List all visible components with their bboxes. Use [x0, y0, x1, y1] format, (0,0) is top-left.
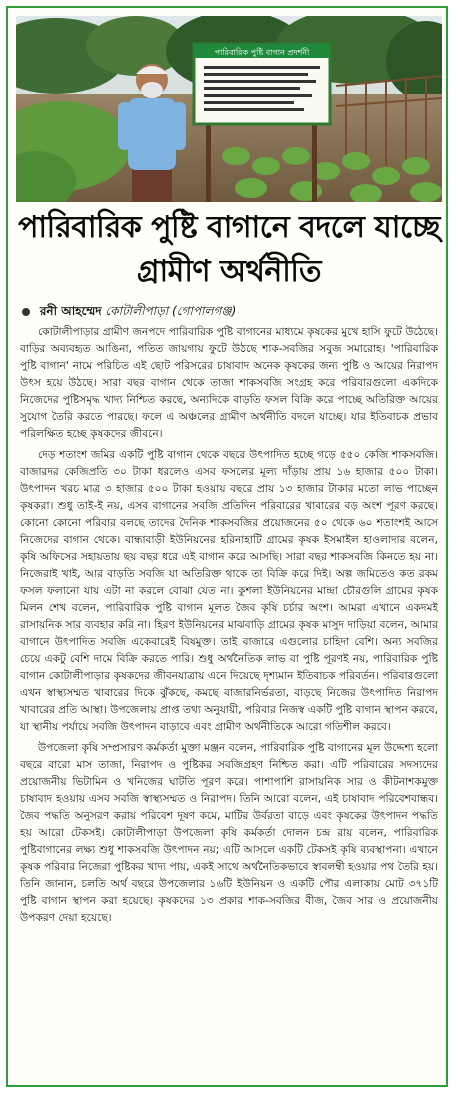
bullet-icon	[22, 308, 30, 316]
byline	[22, 302, 442, 320]
article-paragraph-3: উপজেলা কৃষি সম্প্রসারণ কর্মকর্তা মুক্তা মঞ্জন বলেন, পারিবারিক পুষ্টি বাগানের মূল উদ্দেশ্য হলো বছরে বারো মাস তাজা, নিরাপদ ও পুষ্টিকর সবজিগ্রহণ নিশ্চিত করা। এটি পরিবারের সদস্যদের প্রয়োজনীয় ভিটামিন ও খনিজের ঘাটতি পূরণ করে। পাশাপাশি রাসায়নিক সার ও কীটনাশকমুক্ত চাষাবাদ হওয়ায় এসব সবজি স্বাস্থ্যসম্মত ও নিরাপদ। তিনি আরো বলেন, এই চাষাবাদ পরিবেশবান্ধব। জৈব পদ্ধতি অনুসরণ করায় পরিবেশ দূষণ কমে, মাটির উর্বরতা বাড়ে এবং কৃষকের উৎপাদন পদ্ধতি হয় আরো টেকসই। কোটালীপাড়া উপজেলা কৃষি কর্মকর্তা দোলন চন্দ্র রায় বলেন, পারিবারিক পুষ্টিবাগানের লক্ষ্য শুধু শাকসবজি উৎপাদন নয়; এটি আসলে একটি টেকসই কৃষি ব্যবস্থাপনা। এখানে কৃষক পরিবার নিজেরা পুষ্টিকর খাদ্য পায়, একই সাথে অর্থনৈতিকভাবে স্বাবলম্বী হওয়ার পথ তৈরি হয়। তিনি জানান, চলতি অর্থ বছরে উপজেলার ১৬টি ইউনিয়ন ও একটি পৌর এলাকায় মোট ৩৭১টি পুষ্টি বাগান স্থাপন করা হয়েছে। কৃষকদের ১৩ প্রকার শাক-সবজির বীজ, জৈব সার ও প্রয়োজনীয় উপকরণ দেয়া হয়েছে।	[20, 742, 438, 924]
article-paragraph-1: কোটালীপাড়ার গ্রামীণ জনপদে পারিবারিক পুষ্টি বাগানের মাধ্যমে কৃষকের মুখে হাসি ফুটে উঠেছে। বাড়ির অব্যবহৃত আঙিনা, পতিত জায়গায় ফুটে উঠছে শাক-সবজির সবুজ সমারোহ। 'পারিবারিক পুষ্টি বাগান' নামে পরিচিত এই ছোট পরিসরের চাষাবাদ অনেক কৃষকের জন্য পুষ্টি ও আয়ের নিরাপদ উৎস হয়ে উঠছে। সারা বছর বাগান থেকে তাজা শাকসবজি সংগ্রহ করে পরিবারগুলো একদিকে নিজেদের পুষ্টিসমৃদ্ধ খাদ্য নিশ্চিত করছে, অন্যদিকে বাড়তি ফসল বিক্রি করে পাচ্ছে অতিরিক্ত আয়ের সুযোগ তৈরি করতে পারছে। ফলে এ অঞ্চলের গ্রামীণ অর্থনীতি বদলে যাচ্ছে। যার ইতিবাচক প্রভাব পরিলক্ষিত হচ্ছে কৃষকদের জীবনে।	[20, 326, 438, 440]
headline: পারিবারিক পুষ্টি বাগানে বদলে যাচ্ছে গ্রামীণ অর্থনীতি	[18, 210, 440, 289]
signboard-title: পারিবারিক পুষ্টি বাগান প্রদর্শনী	[214, 48, 310, 57]
article-body	[20, 324, 438, 1084]
byline-location: কোটালীপাড়া (গোপালগঞ্জ)	[105, 304, 237, 318]
article-photo	[16, 16, 442, 202]
byline-author: রনী আহম্মেদ	[39, 304, 102, 318]
article-paragraph-2: দেড় শতাংশ জমির একটি পুষ্টি বাগান থেকে বছরে উৎপাদিত হচ্ছে গড়ে ৫৫০ কেজি শাকসবজি। বাজারদর কেজিপ্রতি ৩০ টাকা ধরলেও এসব ফসলের মূল্য দাঁড়ায় প্রায় ১৬ হাজার ৫০০ টাকা। উৎপাদন খরচ মাত্র ৩ হাজার ৫০০ টাকা হওয়ায় বছরে প্রায় ১৩ হাজার টাকার মতো লাভ পাচ্ছেন কৃষকরা। শুধু তাই-ই নয়, এসব বাগানের সবজি প্রতিদিন পরিবারের খাবারের বড় অংশ পূরণ করছে। কোনো কোনো পরিবার বলছে তাদের দৈনিক শাকসবজির প্রয়োজনের ৫০ থেকে ৬০ শতাংশই আসে নিজেদের বাগান থেকে। বান্ধাবাড়ী ইউনিয়নের হরিনাহাটি গ্রামের কৃষক ইসমাইল হাওলাদার বলেন, কৃষি অফিসের সহায়তায় ছয় বছর ধরে এই বাগান করে আসছি। সারা বছর শাকসবজি কিনতে হয় না। নিজেরাই খাই, আর বাড়তি সবজি যা অতিরিক্ত থাকে তা বিক্রি করে দিই। অল্প জমিতেও কত রকম ফসল ফলানো যায় এটা না করলে বোঝা যেত না। কুশলা ইউনিয়নের মান্দ্রা চৌরগুলি গ্রামের কৃষক মিলন শেখ বলেন, পারিবারিক পুষ্টি বাগান মূলত জৈব কৃষি চর্চার অংশ। আমরা এখানে একদমই রাসায়নিক সার ব্যবহার করি না। হিরণ ইউনিয়নের মাঝবাড়ি গ্রামের কৃষক মাসুদ দাড়িয়া বলেন, আমার বাগানে উৎপাদিত সবজি একেবারেই বিষমুক্ত। তাই বাজারে এগুলোর চাহিদা বেশি। অন্য সবজির চেয়ে একটু বেশি দামে বিক্রি করতে পারি। শুধু অর্থনৈতিক লাভ বা পুষ্টি পূরণই নয়, পারিবারিক পুষ্টি বাগান কোটালীপাড়ার কৃষকদের জীবনযাত্রায় এনে দিয়েছে দৃশ্যমান ইতিবাচক পরিবর্তন। পরিবারগুলো এখন স্বাস্থ্যসম্মত খাবারের দিকে ঝুঁকছে, কমছে বাজারনির্ভরতা, বাড়ছে নিজের উৎপাদিত নিরাপদ খাবারের প্রতি আস্থা। উপজেলায় প্রাপ্ত তথ্য অনুযায়ী, পরিবার নিজস্ব একটি পুষ্টি বাগান স্থাপন করবে, যা স্থানীয় পর্যায়ে সবজি উৎপাদন বাড়াবে এবং গ্রামীণ অর্থনীতিকে আরো গতিশীল করবে।	[20, 449, 438, 733]
article-frame	[6, 6, 448, 1087]
